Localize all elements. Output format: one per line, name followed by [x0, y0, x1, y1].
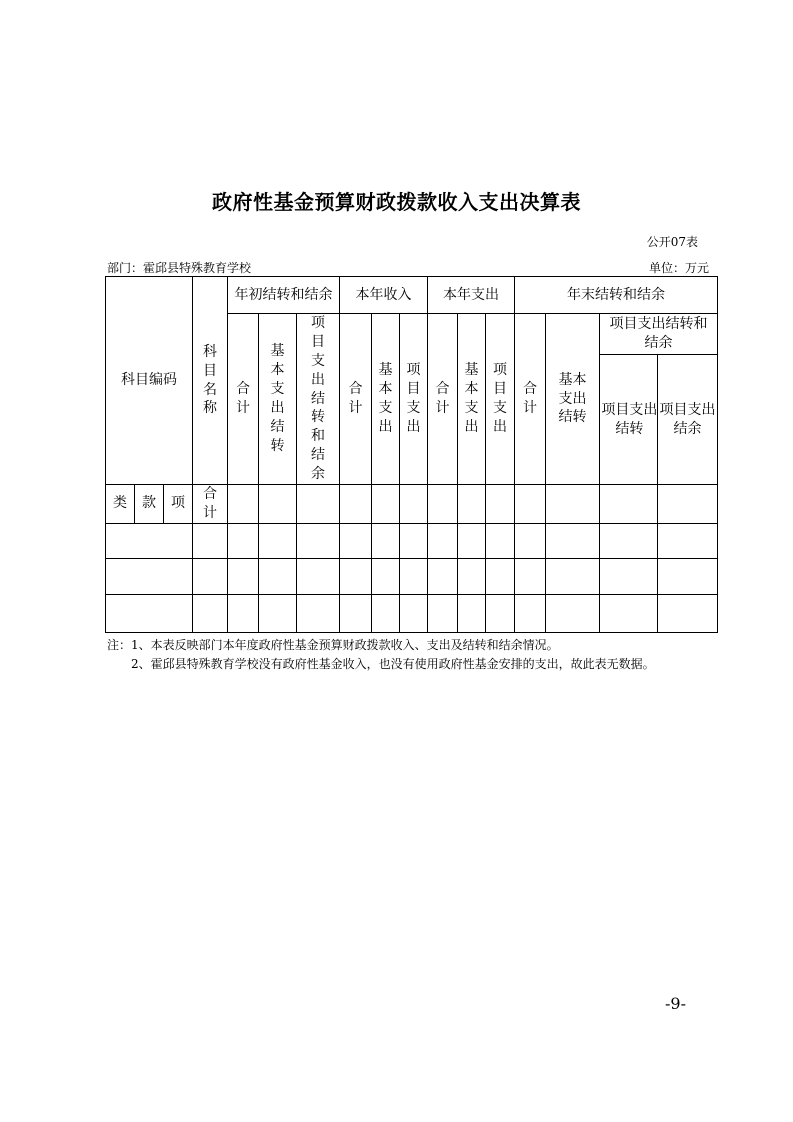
table-cell [515, 523, 546, 558]
table-cell [372, 485, 400, 524]
table-cell [658, 594, 718, 632]
table-cell [259, 485, 297, 524]
table-cell [297, 485, 340, 524]
header-end-project-balance: 项目支出结余 [658, 355, 718, 485]
header-begin-project: 项目支出结转和结余 [297, 314, 340, 485]
header-subject-name: 科目名称 [193, 277, 228, 485]
header-end-balance: 年末结转和结余 [515, 277, 718, 314]
table-cell [340, 523, 372, 558]
page-title: 政府性基金预算财政拨款收入支出决算表 [212, 190, 581, 214]
table-cell [515, 485, 546, 524]
header-begin-balance: 年初结转和结余 [228, 277, 340, 314]
header-begin-total: 合计 [228, 314, 259, 485]
table-row [106, 558, 718, 594]
header-class: 类 [106, 485, 135, 524]
table-row [106, 523, 718, 558]
header-section: 款 [135, 485, 164, 524]
table-cell [486, 594, 515, 632]
header-item: 项 [164, 485, 193, 524]
table-cell [400, 594, 428, 632]
table-cell [372, 594, 400, 632]
table-cell [259, 523, 297, 558]
table-cell [228, 485, 259, 524]
table-cell [515, 558, 546, 594]
table-cell [658, 485, 718, 524]
table-cell [428, 558, 458, 594]
table-cell [259, 594, 297, 632]
row-total-label: 合计 [193, 485, 228, 524]
header-income: 本年收入 [340, 277, 428, 314]
table-cell [546, 485, 600, 524]
header-end-basic: 基本支出结转 [546, 314, 600, 485]
table-cell [458, 594, 486, 632]
table-cell [193, 523, 228, 558]
header-expense-total: 合计 [428, 314, 458, 485]
form-number: 公开07表 [646, 235, 698, 249]
table-cell [458, 485, 486, 524]
table-cell [658, 558, 718, 594]
table-cell [193, 558, 228, 594]
table-cell [428, 594, 458, 632]
header-expense-project: 项目支出 [486, 314, 515, 485]
table-cell [372, 523, 400, 558]
table-cell [297, 558, 340, 594]
table-cell [106, 523, 193, 558]
table-cell [486, 523, 515, 558]
table-cell [340, 594, 372, 632]
table-cell [600, 558, 658, 594]
header-subject-code: 科目编码 [106, 277, 193, 485]
note-2: 2、霍邱县特殊教育学校没有政府性基金收入，也没有使用政府性基金安排的支出，故此表无数据。 [131, 656, 655, 671]
table-cell [546, 558, 600, 594]
table-cell [600, 523, 658, 558]
department-label: 部门：霍邱县特殊教育学校 [107, 261, 252, 275]
table-cell [546, 594, 600, 632]
table-cell [400, 485, 428, 524]
header-end-project-carry: 项目支出结转 [600, 355, 658, 485]
table-cell [458, 558, 486, 594]
header-begin-basic: 基本支出结转 [259, 314, 297, 485]
header-income-basic: 基本支出 [372, 314, 400, 485]
page-number: -9- [665, 994, 686, 1013]
header-expense-basic: 基本支出 [458, 314, 486, 485]
notes [107, 636, 707, 673]
table-cell [340, 485, 372, 524]
table-cell [259, 558, 297, 594]
header-end-project-group: 项目支出结转和结余 [600, 314, 718, 355]
header-income-project: 项目支出 [400, 314, 428, 485]
table-row [106, 594, 718, 632]
table-cell [106, 558, 193, 594]
table-cell [486, 485, 515, 524]
table-cell [428, 523, 458, 558]
table-cell [600, 594, 658, 632]
header-income-total: 合计 [340, 314, 372, 485]
table-cell [400, 558, 428, 594]
table-cell [193, 594, 228, 632]
table-cell [228, 594, 259, 632]
table-cell [228, 558, 259, 594]
table-cell [486, 558, 515, 594]
table-cell [400, 523, 428, 558]
table-cell [458, 523, 486, 558]
table-cell [228, 523, 259, 558]
unit-label: 单位：万元 [648, 261, 709, 275]
table-cell [600, 485, 658, 524]
table-cell [106, 594, 193, 632]
header-expense: 本年支出 [428, 277, 515, 314]
table-cell [297, 523, 340, 558]
table-cell [428, 485, 458, 524]
table-cell [546, 523, 600, 558]
note-1: 注：1、本表反映部门本年度政府性基金预算财政拨款收入、支出及结转和结余情况。 [107, 638, 559, 652]
table-cell [515, 594, 546, 632]
budget-table [105, 276, 718, 633]
table-cell [340, 558, 372, 594]
table-cell [372, 558, 400, 594]
header-end-total: 合计 [515, 314, 546, 485]
table-cell [297, 594, 340, 632]
table-cell [658, 523, 718, 558]
